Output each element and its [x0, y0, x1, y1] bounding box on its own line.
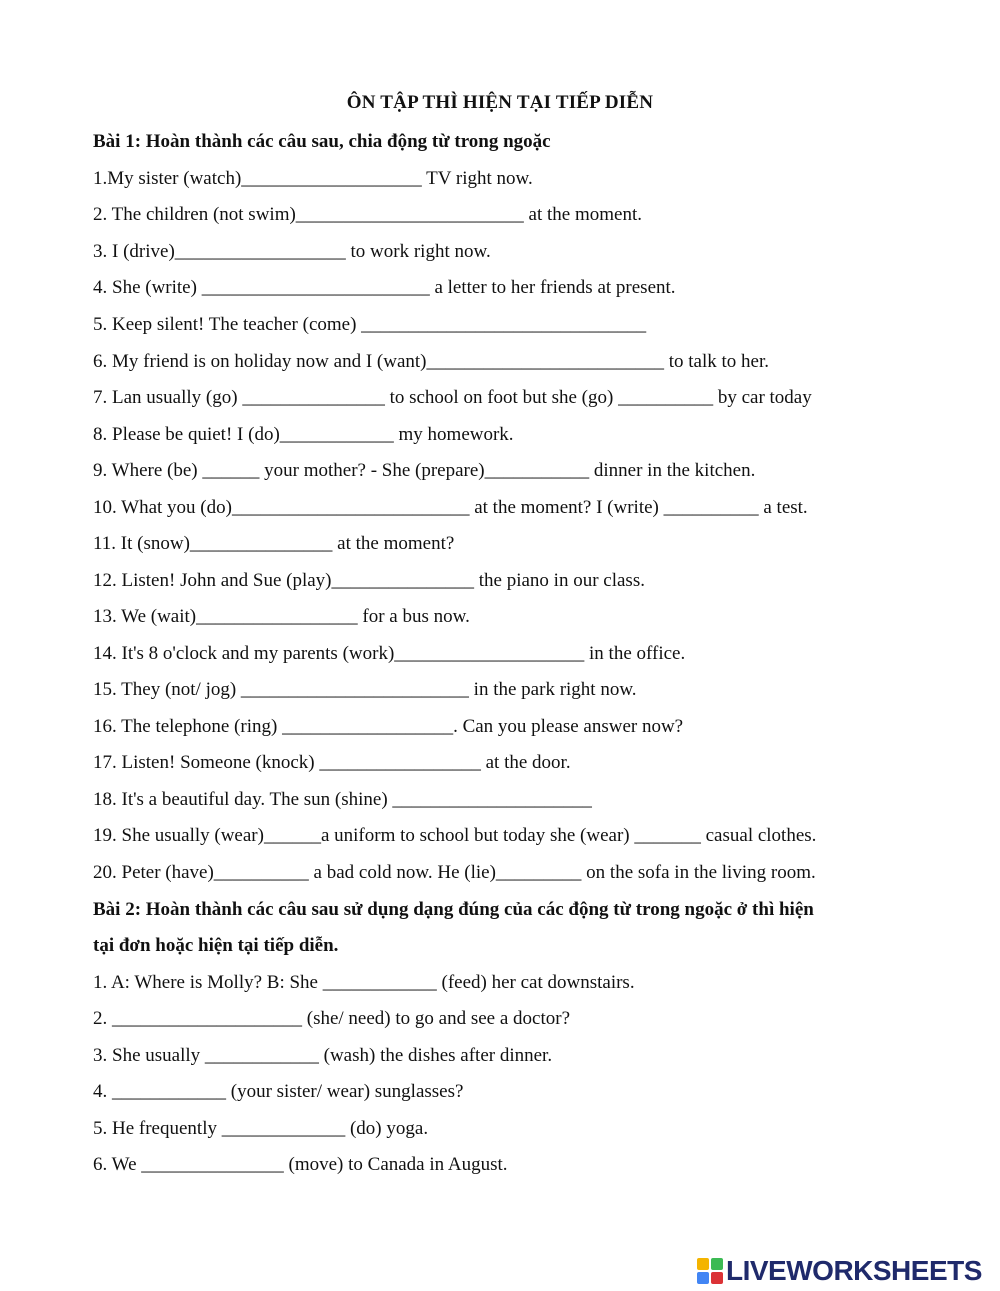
- exercise2-item: 6. We _______________ (move) to Canada in August.: [93, 1154, 508, 1175]
- exercise1-item: 15. They (not/ jog) ________________________ in the park right now.: [93, 679, 637, 700]
- exercise1-item: 17. Listen! Someone (knock) _________________ at the door.: [93, 752, 571, 773]
- logo-block: [711, 1258, 723, 1270]
- logo-text: LIVEWORKSHEETS: [726, 1255, 982, 1286]
- exercise1-item: 2. The children (not swim)________________________ at the moment.: [93, 204, 642, 225]
- exercise2-item: 3. She usually ____________ (wash) the dishes after dinner.: [93, 1045, 553, 1066]
- logo-block: [697, 1258, 709, 1270]
- exercise1-item: 16. The telephone (ring) __________________. Can you please answer now?: [93, 716, 684, 737]
- exercise1-item: 10. What you (do)_________________________ at the moment? I (write) __________ a test.: [93, 497, 808, 518]
- exercise1-item: 3. I (drive)__________________ to work right now.: [93, 241, 491, 262]
- page-title: ÔN TẬP THÌ HIỆN TẠI TIẾP DIỄN: [346, 92, 654, 113]
- exercise1-item: 20. Peter (have)__________ a bad cold now. He (lie)_________ on the sofa in the living room.: [93, 862, 816, 883]
- exercise1-item: 5. Keep silent! The teacher (come) ______________________________: [93, 314, 647, 335]
- logo-block: [711, 1272, 723, 1284]
- exercise2-item: 1. A: Where is Molly? B: She ____________ (feed) her cat downstairs.: [93, 972, 635, 993]
- logo-block: [697, 1272, 709, 1284]
- logo-blocks-icon: [697, 1258, 723, 1284]
- exercise1-item: 1.My sister (watch)___________________ TV right now.: [93, 168, 533, 189]
- exercise1-item: 19. She usually (wear)______a uniform to school but today she (wear) _______ casual clothes.: [93, 825, 817, 846]
- section2-heading-line1: Bài 2: Hoàn thành các câu sau sử dụng dạng đúng của các động từ trong ngoặc ở thì hiện: [93, 899, 814, 920]
- liveworksheets-logo: [697, 1255, 982, 1287]
- exercise1-item: 9. Where (be) ______ your mother? - She (prepare)___________ dinner in the kitchen.: [93, 460, 756, 481]
- exercise1-item: 4. She (write) ________________________ a letter to her friends at present.: [93, 277, 676, 298]
- exercise2-item: 5. He frequently _____________ (do) yoga.: [93, 1118, 429, 1139]
- exercise1-item: 13. We (wait)_________________ for a bus now.: [93, 606, 470, 627]
- exercise1-item: 12. Listen! John and Sue (play)_______________ the piano in our class.: [93, 570, 645, 591]
- exercise1-item: 14. It's 8 o'clock and my parents (work)____________________ in the office.: [93, 643, 686, 664]
- exercise2-item: 4. ____________ (your sister/ wear) sunglasses?: [93, 1081, 464, 1102]
- exercise1-item: 18. It's a beautiful day. The sun (shine) _____________________: [93, 789, 592, 810]
- exercise1-item: 8. Please be quiet! I (do)____________ my homework.: [93, 424, 514, 445]
- exercise1-item: 11. It (snow)_______________ at the moment?: [93, 533, 455, 554]
- exercise1-item: 7. Lan usually (go) _______________ to school on foot but she (go) __________ by car today: [93, 387, 812, 408]
- section1-heading: Bài 1: Hoàn thành các câu sau, chia động từ trong ngoặc: [93, 131, 551, 152]
- exercise2-item: 2. ____________________ (she/ need) to go and see a doctor?: [93, 1008, 571, 1029]
- section2-heading-line2: tại đơn hoặc hiện tại tiếp diễn.: [93, 935, 339, 956]
- exercise1-item: 6. My friend is on holiday now and I (want)_________________________ to talk to her.: [93, 351, 770, 372]
